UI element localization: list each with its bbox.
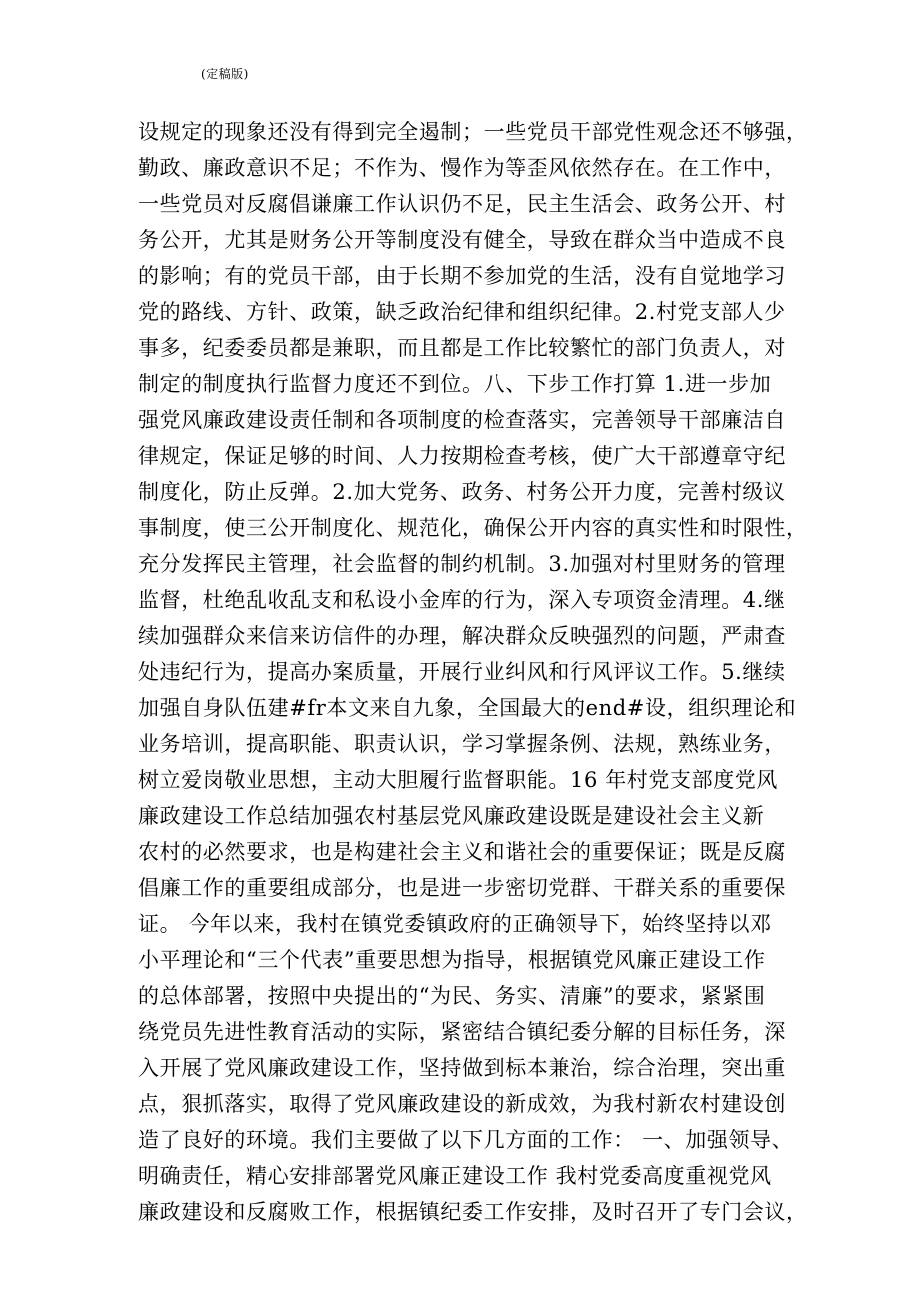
text-line: 监督，杜绝乱收乱支和私设小金库的行为，深入专项资金清理。4.继 [138, 588, 786, 612]
text-line: 强党风廉政建设责任制和各项制度的检查落实，完善领导干部廉洁自 [138, 408, 786, 432]
text-line: 廉政建设和反腐败工作，根据镇纪委工作安排，及时召开了专门会议， [138, 1200, 808, 1224]
text-line: 制定的制度执行监督力度还不到位。八、下步工作打算 1.进一步加 [138, 372, 772, 396]
text-line: 农村的必然要求，也是构建社会主义和谐社会的重要保证；既是反腐 [138, 840, 786, 864]
text-line: 证。 今年以来，我村在镇党委镇政府的正确领导下，始终坚持以邓 [138, 912, 772, 936]
text-line: 制度化，防止反弹。2.加大党务、政务、村务公开力度，完善村级议 [138, 480, 786, 504]
text-line: 点，狠抓落实，取得了党风廉政建设的新成效，为我村新农村建设创 [138, 1092, 786, 1116]
text-line: 充分发挥民主管理，社会监督的制约机制。3.加强对村里财务的管理 [138, 552, 786, 576]
text-line: 明确责任，精心安排部署党风廉正建设工作 我村党委高度重视党风 [138, 1164, 772, 1188]
text-line: 廉政建设工作总结加强农村基层党风廉政建设既是建设社会主义新 [138, 804, 765, 828]
text-line: 入开展了党风廉政建设工作，坚持做到标本兼治，综合治理，突出重 [138, 1056, 786, 1080]
text-line: 处违纪行为，提高办案质量，开展行业纠风和行风评议工作。5.继续 [138, 660, 786, 684]
text-line: 小平理论和“三个代表”重要思想为指导，根据镇党风廉正建设工作 [138, 948, 766, 972]
text-line: 的影响；有的党员干部，由于长期不参加党的生活，没有自觉地学习 [138, 264, 786, 288]
text-line: 加强自身队伍建#fr本文来自九象，全国最大的end#设，组织理论和 [138, 696, 797, 720]
text-line: 事制度，使三公开制度化、规范化，确保公开内容的真实性和时限性， [138, 516, 808, 540]
text-line: 的总体部署，按照中央提出的“为民、务实、清廉”的要求，紧紧围 [138, 984, 766, 1008]
document-body [138, 114, 808, 1230]
text-line: 律规定，保证足够的时间、人力按期检查考核，使广大干部遵章守纪 [138, 444, 786, 468]
document-status-label: (定稿版) [201, 67, 249, 81]
text-line: 事多，纪委委员都是兼职，而且都是工作比较繁忙的部门负责人，对 [138, 336, 786, 360]
text-line: 树立爱岗敬业思想，主动大胆履行监督职能。16 年村党支部度党风 [138, 768, 778, 792]
text-line: 造了良好的环境。我们主要做了以下几方面的工作： 一、加强领导、 [138, 1128, 794, 1152]
text-line: 勤政、廉政意识不足；不作为、慢作为等歪风依然存在。在工作中， [138, 156, 786, 180]
text-line: 倡廉工作的重要组成部分，也是进一步密切党群、干群关系的重要保 [138, 876, 786, 900]
text-line: 业务培训，提高职能、职责认识，学习掌握条例、法规，熟练业务， [138, 732, 786, 756]
text-line: 务公开，尤其是财务公开等制度没有健全，导致在群众当中造成不良 [138, 228, 786, 252]
text-line: 一些党员对反腐倡谦廉工作认识仍不足，民主生活会、政务公开、村 [138, 192, 786, 216]
text-line: 续加强群众来信来访信件的办理，解决群众反映强烈的问题，严肃查 [138, 624, 786, 648]
text-line: 设规定的现象还没有得到完全遏制；一些党员干部党性观念还不够强， [138, 120, 808, 144]
text-line: 绕党员先进性教育活动的实际，紧密结合镇纪委分解的目标任务，深 [138, 1020, 786, 1044]
text-line: 党的路线、方针、政策，缺乏政治纪律和组织纪律。2.村党支部人少 [138, 300, 786, 324]
